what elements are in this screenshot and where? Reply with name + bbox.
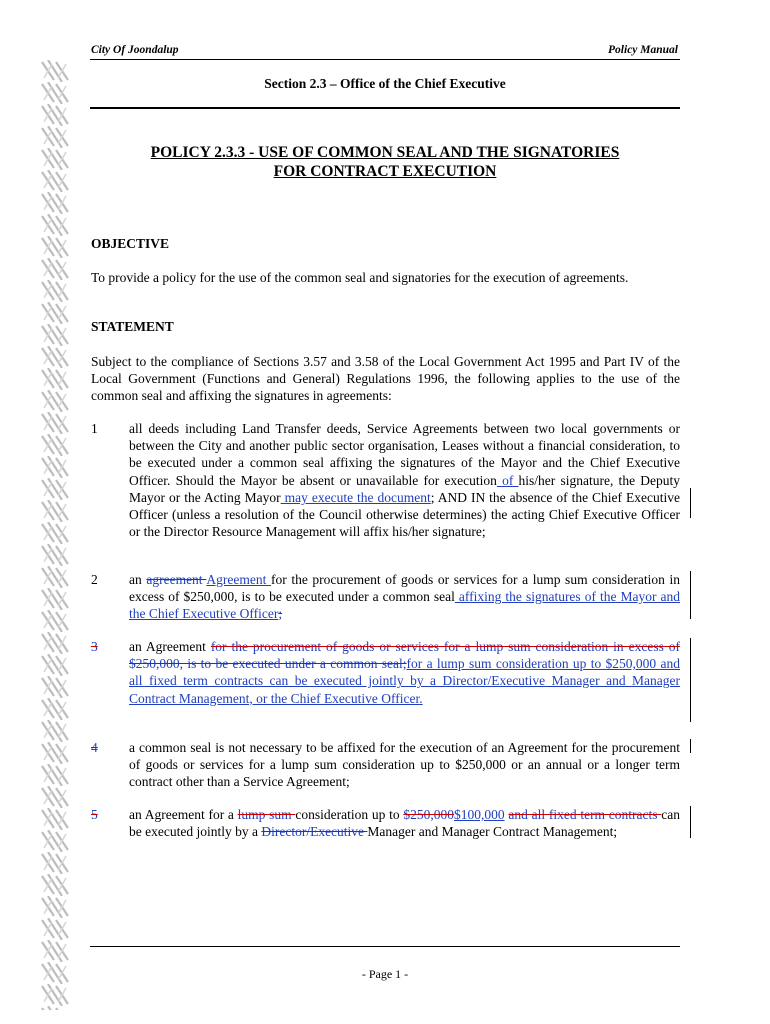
change-bar — [690, 638, 691, 722]
item-text: an Agreement — [129, 639, 211, 654]
item-text: for the procurement of goods or services for a lump sum consideration in excess of $250,000, is to be executed under a common seal — [129, 572, 680, 605]
objective-text: To provide a policy for the use of the common seal and signatories for the execution of agreements. — [91, 270, 629, 285]
objective-heading: OBJECTIVE — [91, 236, 170, 251]
item-text: consideration up to — [295, 807, 404, 822]
section-title: Section 2.3 – Office of the Chief Executive — [264, 76, 506, 91]
section-rule — [90, 107, 680, 109]
statement-heading: STATEMENT — [91, 319, 174, 334]
item-number: 3 — [91, 639, 98, 654]
change-bar — [690, 488, 691, 518]
item-body — [129, 806, 680, 840]
footer-rule — [90, 946, 680, 947]
inserted-text: affixing the signatures of the Mayor and the Chief Executive Officer — [129, 589, 680, 622]
item-text: a common seal is not necessary to be affixed for the execution of an Agreement for the procurement of goods or services for a lump sum consideration up to $250,000 or an annual or a longer term contract other than a Service Agreement; — [129, 740, 680, 790]
item-text: his/her signature, the Deputy Mayor or the Acting Mayor — [129, 472, 681, 505]
item-number: 1 — [91, 421, 98, 436]
page-number: - Page 1 - — [361, 967, 409, 981]
decorative-border — [40, 60, 70, 1010]
inserted-text: $100,000 — [454, 807, 505, 822]
deleted-text: lump sum — [237, 807, 296, 822]
item-text: Manager and Manager Contract Management; — [367, 824, 618, 840]
statement-intro: Subject to the compliance of Sections 3.57 and 3.58 of the Local Government Act 1995 and Part IV of the Local Government (Functions and General) Regulations 1996, the following applies to the use of the common seal and affixing the signatures in agreements: — [91, 354, 680, 404]
header-right: Policy Manual — [608, 44, 678, 56]
item-text: ; AND IN the absence of the Chief Executive Officer (unless a resolution of the Council otherwise determines) the acting Chief Executive Officer or the Director Resource Management will affix his/her signature; — [129, 489, 680, 540]
change-bar — [690, 571, 691, 619]
policy-title-line2: FOR CONTRACT EXECUTION — [273, 163, 497, 180]
inserted-text: may execute the document — [280, 489, 431, 505]
deleted-text: ; — [278, 606, 283, 622]
deleted-text: for the procurement of goods or services for a lump sum consideration in excess of $250,000, is to be executed under a common seal; — [129, 639, 680, 672]
header-rule — [90, 59, 680, 60]
item-text: an — [129, 572, 147, 587]
change-bar — [690, 739, 691, 753]
item-number: 2 — [91, 572, 98, 587]
policy-title — [100, 143, 670, 181]
inserted-text: Agreement — [206, 572, 271, 587]
item-text: an Agreement for a — [129, 807, 238, 822]
header-left: City Of Joondalup — [91, 44, 179, 56]
deleted-text: agreement — [146, 572, 207, 587]
policy-title-line1: POLICY 2.3.3 - USE OF COMMON SEAL AND THE SIGNATORIES — [150, 144, 620, 161]
item-body — [129, 638, 680, 707]
item-text: all deeds including Land Transfer deeds, Service Agreements between two local governments or between the City and another public sector organisation, Leases without a financial consideration, to be executed under a common seal affixing the signatures of the Mayor and the Chief Executive Officer. Should the Mayor be absent or unavailable for execution — [129, 421, 680, 488]
item-number: 4 — [91, 740, 98, 755]
inserted-text: for a lump sum consideration up to $250,000 and all fixed term contracts can be executed jointly by a Director/Executive Manager and Manager Contract Management, or the Chief Executive Officer. — [129, 656, 680, 706]
deleted-text: and all fixed term contracts — [508, 807, 662, 822]
item-body — [129, 420, 680, 540]
inserted-text: of — [496, 472, 519, 488]
deleted-text: $250,000 — [403, 807, 454, 822]
change-bar — [690, 806, 691, 838]
item-number: 5 — [91, 807, 98, 822]
item-body — [129, 571, 680, 623]
deleted-text: Director/Executive — [261, 824, 368, 840]
item-text: can be executed jointly by a — [129, 807, 681, 840]
item-body — [129, 739, 680, 791]
